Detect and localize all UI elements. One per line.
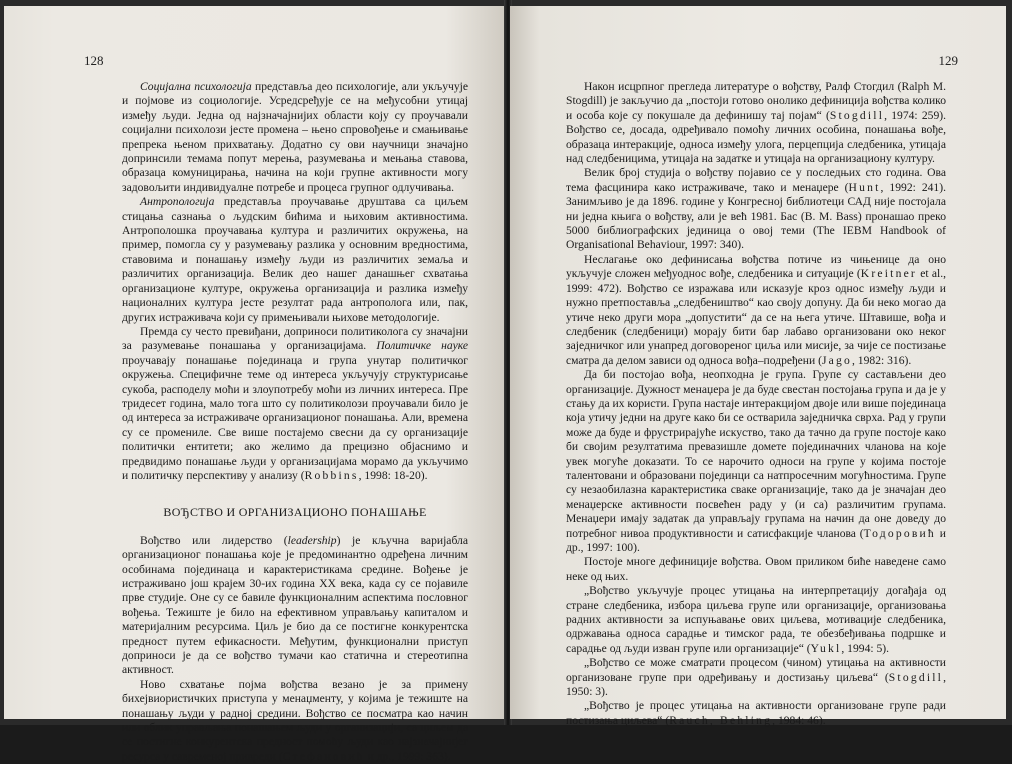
- right-page: [510, 6, 1006, 727]
- citation-author: Hunt: [848, 180, 881, 194]
- paragraph-studies: [566, 166, 946, 252]
- paragraph-social-psychology: [122, 80, 468, 195]
- quote-stogdill: [566, 656, 946, 699]
- citation-author: Kreitner: [860, 267, 917, 281]
- paragraph-anthropology: [122, 195, 468, 325]
- citation-author: Yukl: [810, 641, 842, 655]
- citation-author: Jago: [821, 353, 852, 367]
- section-heading: ВОЂСТВО И ОРГАНИЗАЦИОНО ПОНАШАЊЕ: [163, 505, 427, 520]
- citation-author: Robbins: [304, 468, 359, 482]
- citation-author: Rauch, Behling: [669, 713, 773, 727]
- paragraph-leadership: [122, 534, 468, 678]
- citation-rest: , 1992: 241). Занимљиво је да 1896. године у Конгресној библиотеци САД није постојала ни једна књига о вођству, али је већ 1981. Бас (B. M. Bass) пронашао преко 5000 библиографских јединица о овој теми (The IEBM Handbook of Organisational Behaviour, 1997: 340).: [566, 180, 946, 252]
- citation-author: Стефановић: [282, 749, 365, 763]
- paragraph-definitions-intro: Постоје многе дефиниције вођства. Овом приликом биће наведене само неке од њих.: [566, 555, 946, 583]
- left-page: [4, 6, 506, 763]
- paragraph-groups: [566, 368, 946, 555]
- paragraph-text: „Вођство укључује процес утицања на интерпретацију догађаја од стране следбеника, избора циљева групе или организације, организовања радних активности за испуњавање ових циљева, мотивације следбеника, одржавања односа сарадње и тимског рада, те обезбеђивања подршке и сарадње од људи изван групе или организације“ (: [566, 584, 946, 655]
- paragraph-text: Велик број студија о вођству појавио се у последњих сто година. Ова тема фасцинира како истраживаче, тако и менаџере (: [566, 166, 946, 194]
- paragraph-text: ) је кључна варијабла организационог понашања које је предоминантно одређена личним особинама појединаца и карактеристикама средине. Вођење је истраживано још крајем 30-их година XX века, када су се појавиле прве студије. Оне су се бавиле функционалним аспектима пословног вођења. Тежиште је било на ефективном управљању капиталом и материјалним ресурсима. Циљ је био да се постигне конкурентска предност путем ефикасности. Међутим, функционални приступ доприноси је да се вођство тумачи као статична и стереотипна активност.: [122, 533, 468, 677]
- citation-author: Тодоровић: [863, 526, 936, 540]
- paragraph-text: „Вођство је процес утицања на активности организоване групе ради постизања циљева“ (: [566, 699, 946, 727]
- page-number-left: 128: [84, 53, 104, 68]
- paragraph-stogdill: [566, 80, 946, 166]
- citation-rest: , 1982: 316).: [852, 353, 912, 367]
- citation-rest: et al., 1999: 472). Вођство се изражава или исказује кроз однос између људи и нужно претпоставља „следбеништво“ као своју допуну. Да би неко могао да утиче неко други мора „допустити“ да се на њега утиче. Штавише, вођа и следбеник (следбеници) морају бити бар лабаво организовани око неког заједничког или унапред договореног циља или мисије, за чије се постизање сматра да делом зависи од односа вођа–подређени (: [566, 267, 946, 367]
- citation-author: Stogdill: [829, 108, 885, 122]
- citation-rest: , 1974: 259). Вођство се, досада, одређивало помоћу личних особина, понашања вође, образаца интеракције, односа између улога, перцепција следбеника, утицаја над следбеницима, утицаја на задатке и утицаја на организациону културу.: [566, 108, 946, 166]
- citation-rest: , 1950: 3).: [566, 670, 946, 699]
- right-text-block: [566, 80, 946, 728]
- paragraph-text: представља проучавање друштава са циљем стицања сазнања о људским бићима и њиховим активностима. Антрополошка проучавања култура и различитих окружења, на пример, помогла су у разумевању разлика у основним вредностима, ставовима и понашању између људи из различитих земаља и различитих организација. Велик део нашег данашњег схватања организационе културе, окружења организација и разлика између националних култура јесте резултат рада антрополога или, пак, других истраживача који су примењивали њихове методологије.: [122, 195, 468, 324]
- left-text-block: [122, 80, 468, 764]
- quote-rauch-behling: [566, 699, 946, 728]
- citation-rest: и др., 1997: 100).: [566, 526, 946, 554]
- paragraph-text: Вођство или лидерство (: [140, 533, 288, 547]
- term-anthropology: Антропологија: [140, 195, 215, 209]
- paragraph-political-science: [122, 325, 468, 483]
- term-social-psychology: Социјална психологија: [140, 80, 252, 93]
- citation-author: Stogdill: [888, 670, 944, 684]
- citation-rest: , 1994: 5).: [841, 641, 890, 655]
- paragraph-text: Након исцрпног прегледа литературе о вођству, Ралф Стогдил (Ralph M. Stogdill) је закључио да „постоји готово онолико дефиниција вођства колико и особа које су покушале да дефинишу тај појам“ (: [566, 80, 946, 122]
- page-number-right: 129: [938, 53, 958, 68]
- citation-rest: , 1984: 46).: [772, 713, 826, 727]
- paragraph-text: Ново схватање појма вођства везано је за примену бихејвиористичких приступа у менаџменту, у којима је тежиште на понашању људи у радној средини. Вођство се посматра као начин или облик управљања понашањем људи у организацији, са циљем да се постигне конкурентска предност помоћу људи као најзначајнијег ресурса у савременој привреди (: [122, 677, 468, 763]
- paragraph-text: представља део психологије, али укључује и појмове из социологије. Усредсређује се на међусобни утицај између људи. Једна од најзначајнијих области коју су проучавали социјални психолози јесте промена – њено спровођење и смањивање препрека њеном прихватању. Додатно су ови научници значајно допринсили темама попут мерења, разумевања и мењања ставова, образаца комуницирања, начина на који групне активности могу задовољити индивидуалне потребе и процеса групног одлучивања.: [122, 80, 468, 194]
- citation-rest: и др., 1999: 363).: [364, 749, 451, 763]
- term-political-science: Политичке науке: [376, 339, 468, 353]
- paragraph-text: „Вођство се може сматрати процесом (чином) утицања на активности организоване групе при одређивању и достизању циљева“ (: [566, 656, 946, 684]
- paragraph-new-understanding: [122, 678, 468, 764]
- citation-rest: , 1998: 18-20).: [358, 468, 428, 482]
- term-leadership: leadership: [287, 533, 337, 547]
- quote-yukl: [566, 584, 946, 656]
- paragraph-text: Да би постојао вођа, неопходна је група. Групе су састављени део организације. Дужност менаџера је да буде свестан постојања група и да је у стању да их користи. Група настаје интеракцијом двоје или више појединаца која утичу једни на друге како би се остварила заједничка сврха. Рад у групи може да буде и фрустрирајуће искуство, тако да тачно да групе постоје како би својим резултатима превазишле домете појединачних чланова на које увек могуће доказати. То се нарочито односи на групе у којима постоје талентовани и образовани појединци са натпросечним могућностима. Групе су незаобилазна карактеристика сваке организације, тако да је значајан део менаџерске активности посвећен раду у (и са) различитим групама. Менаџери имају задатак да управљају групама на начин да оне доведу до потребног нивоа продуктивности и сатисфакције чланова (: [566, 368, 947, 540]
- paragraph-disagreement: [566, 253, 946, 368]
- paragraph-text: Премда су често превиђани, доприноси политиколога су значајни за разумевање понашања у организацијама.: [122, 324, 468, 353]
- paragraph-text: Неслагање око дефинисања вођства потиче из чињенице да оно укључује сложен међуоднос вође, следбеника и ситуације (: [566, 252, 946, 281]
- paragraph-text: проучавају понашање појединаца и група унутар политичког окружења. Специфичне теме од интереса укључују структурисање сукоба, расподелу моћи и злоупотребу моћи из личних интереса. Пре тридесет година, мало тога што су политиколози проучавали било је од интереса за истраживаче организационог понашања. Али, времена су се промениле. Све више постајемо свесни да су организације политички ентитети; ако желимо да прецизно објаснимо и предвидимо понашање људи у организацијама морамо да укључимо и политичку перспективу у анализу (: [122, 353, 468, 482]
